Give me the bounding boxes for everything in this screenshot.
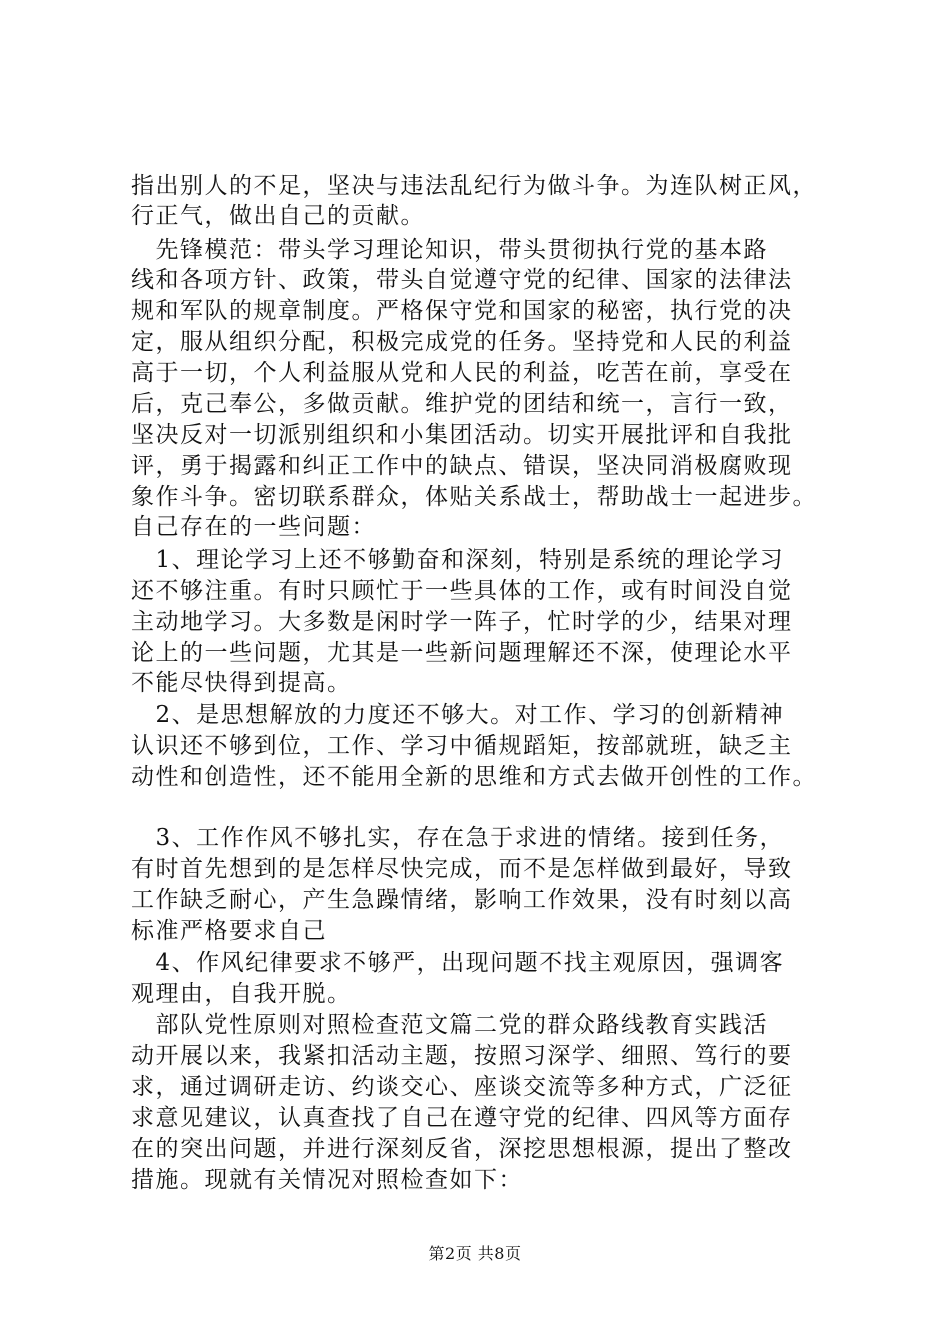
body-text-line: 自己存在的一些问题： (131, 514, 376, 540)
body-text-line: 措施。现就有关情况对照检查如下： (131, 1167, 523, 1193)
body-text-line: 指出别人的不足，坚决与违法乱纪行为做斗争。为连队树正风， (131, 173, 817, 199)
body-text-line: 3、工作作风不够扎实，存在急于求进的情绪。接到任务， (131, 825, 785, 851)
body-text-line: 还不够注重。有时只顾忙于一些具体的工作，或有时间没自觉 (131, 578, 793, 604)
body-text-line: 在的突出问题，并进行深刻反省，深挖思想根源，提出了整改 (131, 1136, 793, 1162)
body-text-line: 后，克己奉公，多做贡献。维护党的团结和统一，言行一致， (131, 391, 793, 417)
body-text-line: 标准严格要求自己 (131, 918, 327, 944)
body-text-line: 求，通过调研走访、约谈交心、座谈交流等多种方式，广泛征 (131, 1074, 793, 1100)
body-text-line: 规和军队的规章制度。严格保守党和国家的秘密，执行党的决 (131, 298, 793, 324)
body-text-line: 观理由，自我开脱。 (131, 981, 352, 1007)
body-text-line: 先锋模范：带头学习理论知识，带头贯彻执行党的基本路 (131, 237, 768, 263)
body-text-line: 部队党性原则对照检查范文篇二党的群众路线教育实践活 (131, 1012, 768, 1038)
body-text-line: 有时首先想到的是怎样尽快完成，而不是怎样做到最好，导致 (131, 856, 793, 882)
body-text-line: 象作斗争。密切联系群众，体贴关系战士，帮助战士一起进步。 (131, 484, 817, 510)
body-text-line: 论上的一些问题，尤其是一些新问题理解还不深，使理论水平 (131, 640, 793, 666)
body-text-line: 动性和创造性，还不能用全新的思维和方式去做开创性的工作。 (131, 764, 817, 790)
body-text-line: 2、是思想解放的力度还不够大。对工作、学习的创新精神 (131, 702, 785, 728)
body-text-line: 动开展以来，我紧扣活动主题，按照习深学、细照、笃行的要 (131, 1043, 793, 1069)
body-text-line: 不能尽快得到提高。 (131, 670, 352, 696)
body-text-line: 高于一切，个人利益服从党和人民的利益，吃苦在前，享受在 (131, 360, 793, 386)
body-text-line: 定，服从组织分配，积极完成党的任务。坚持党和人民的利益 (131, 329, 793, 355)
body-text-line: 1、理论学习上还不够勤奋和深刻，特别是系统的理论学习 (131, 547, 785, 573)
body-text-line: 坚决反对一切派别组织和小集团活动。切实开展批评和自我批 (131, 422, 793, 448)
page-number-footer: 第2页 共8页 (428, 1244, 522, 1263)
body-text-line: 求意见建议，认真查找了自己在遵守党的纪律、四风等方面存 (131, 1105, 793, 1131)
body-text-line: 4、作风纪律要求不够严，出现问题不找主观原因，强调客 (131, 950, 785, 976)
body-text-line: 线和各项方针、政策，带头自觉遵守党的纪律、国家的法律法 (131, 267, 793, 293)
body-text-line: 主动地学习。大多数是闲时学一阵子，忙时学的少，结果对理 (131, 609, 793, 635)
body-text-line: 评，勇于揭露和纠正工作中的缺点、错误，坚决同消极腐败现 (131, 453, 793, 479)
body-text-line: 认识还不够到位，工作、学习中循规蹈矩，按部就班，缺乏主 (131, 733, 793, 759)
body-text-line: 工作缺乏耐心，产生急躁情绪，影响工作效果，没有时刻以高 (131, 887, 793, 913)
body-text-line: 行正气，做出自己的贡献。 (131, 203, 425, 229)
